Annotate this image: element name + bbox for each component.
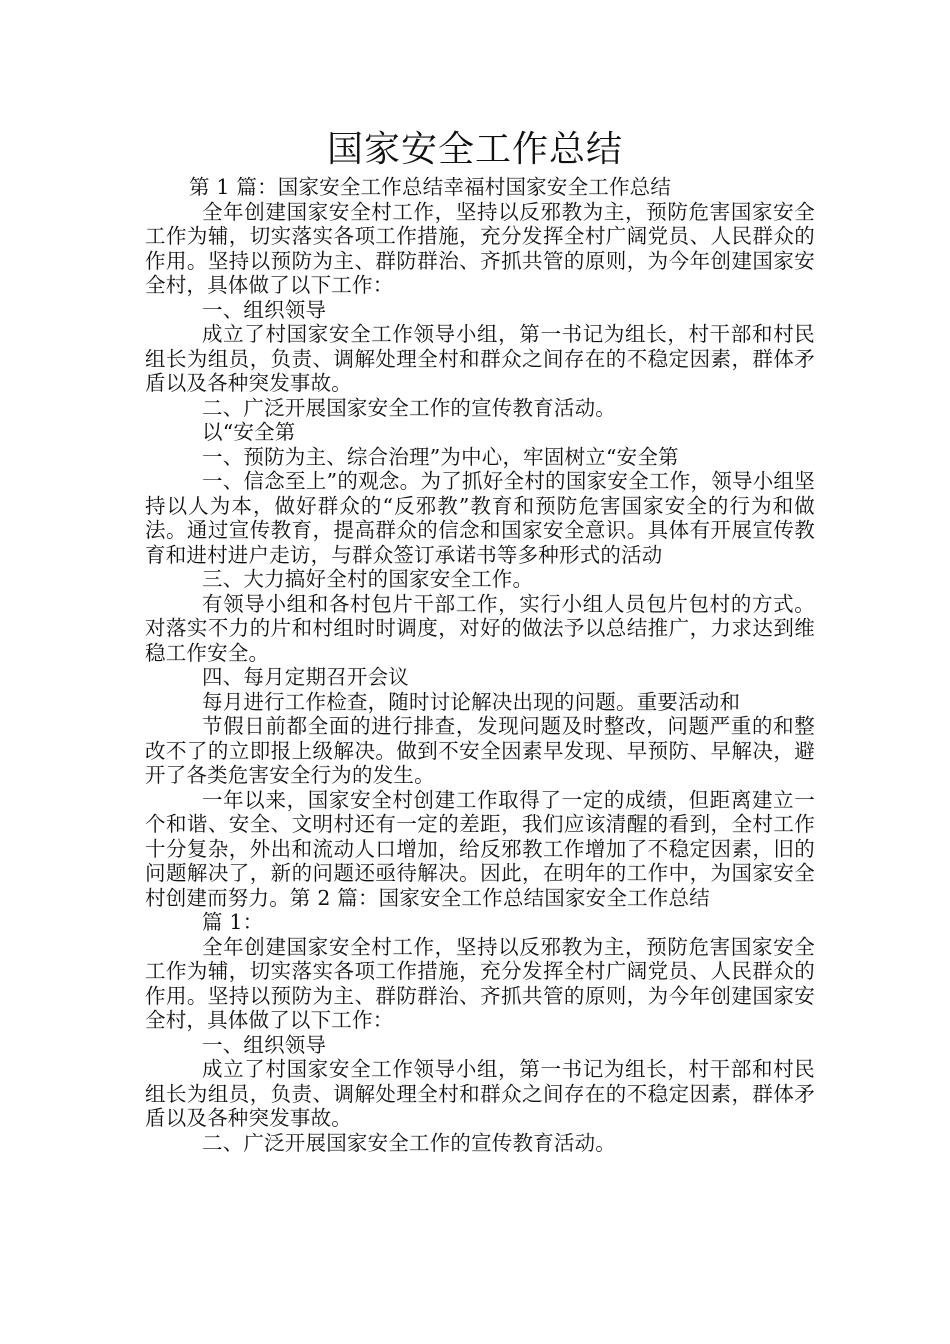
document-title: 国家安全工作总结 [326,129,623,170]
subheading: 四、每月定期召开会议 [202,665,409,689]
paragraph: 全年创建国家安全村工作，坚持以反邪教为主，预防危害国家安全工作为辅，切实落实各项工作措施，充分发挥全村广阔党员、人民群众的作用。坚持以预防为主、群防群治、齐抓共管的原则，为今年创建国家安全村，具体做了以下工作： [145,934,815,1032]
paragraph: 全年创建国家安全村工作，坚持以反邪教为主，预防危害国家安全工作为辅，切实落实各项工作措施，充分发挥全村广阔党员、人民群众的作用。坚持以预防为主、群防群治、齐抓共管的原则，为今年创建国家安全村，具体做了以下工作： [145,199,815,297]
subheading: 三、大力搞好全村的国家安全工作。 [202,567,534,591]
paragraph: 以“安全第 [202,420,296,444]
paragraph: 成立了村国家安全工作领导小组，第一书记为组长，村干部和村民组长为组员，负责、调解处理全村和群众之间存在的不稳定因素，群体矛盾以及各种突发事故。 [145,1057,815,1130]
section-heading-part-2: 篇 1： [202,910,264,934]
document-body [145,175,815,1155]
subheading: 二、广泛开展国家安全工作的宣传教育活动。 [202,1130,616,1155]
subheading: 一、组织领导 [202,1032,327,1057]
section-heading-part-1: 第 1 篇：国家安全工作总结幸福村国家安全工作总结 [189,175,672,199]
paragraph: 成立了村国家安全工作领导小组，第一书记为组长，村干部和村民组长为组员，负责、调解处理全村和群众之间存在的不稳定因素，群体矛盾以及各种突发事故。 [145,322,815,395]
paragraph: 有领导小组和各村包片干部工作，实行小组人员包片包村的方式。对落实不力的片和村组时时调度，对好的做法予以总结推广，力求达到维稳工作安全。 [145,591,815,665]
paragraph: 一、预防为主、综合治理”为中心，牢固树立“安全第 [202,444,679,469]
paragraph: 一、信念至上”的观念。为了抓好全村的国家安全工作，领导小组坚持以人为本，做好群众的“反邪教”教育和预防危害国家安全的行为和做法。通过宣传教育，提高群众的信念和国家安全意识。具体有开展宣传教育和进村进户走访，与群众签订承诺书等多种形式的活动 [145,469,815,567]
paragraph: 一年以来，国家安全村创建工作取得了一定的成绩，但距离建立一个和谐、安全、文明村还有一定的差距，我们应该清醒的看到，全村工作十分复杂，外出和流动人口增加，给反邪教工作增加了不稳定因素，旧的问题解决了，新的问题还亟待解决。因此，在明年的工作中，为国家安全村创建而努力。第 2 篇：国家安全工作总结国家安全工作总结 [145,787,815,910]
paragraph: 节假日前都全面的进行排查，发现问题及时整改，问题严重的和整改不了的立即报上级解决。做到不安全因素早发现、早预防、早解决，避开了各类危害安全行为的发生。 [145,714,815,787]
subheading: 一、组织领导 [202,297,327,322]
subheading: 二、广泛开展国家安全工作的宣传教育活动。 [202,395,616,420]
paragraph: 每月进行工作检查，随时讨论解决出现的问题。重要活动和 [202,689,741,714]
